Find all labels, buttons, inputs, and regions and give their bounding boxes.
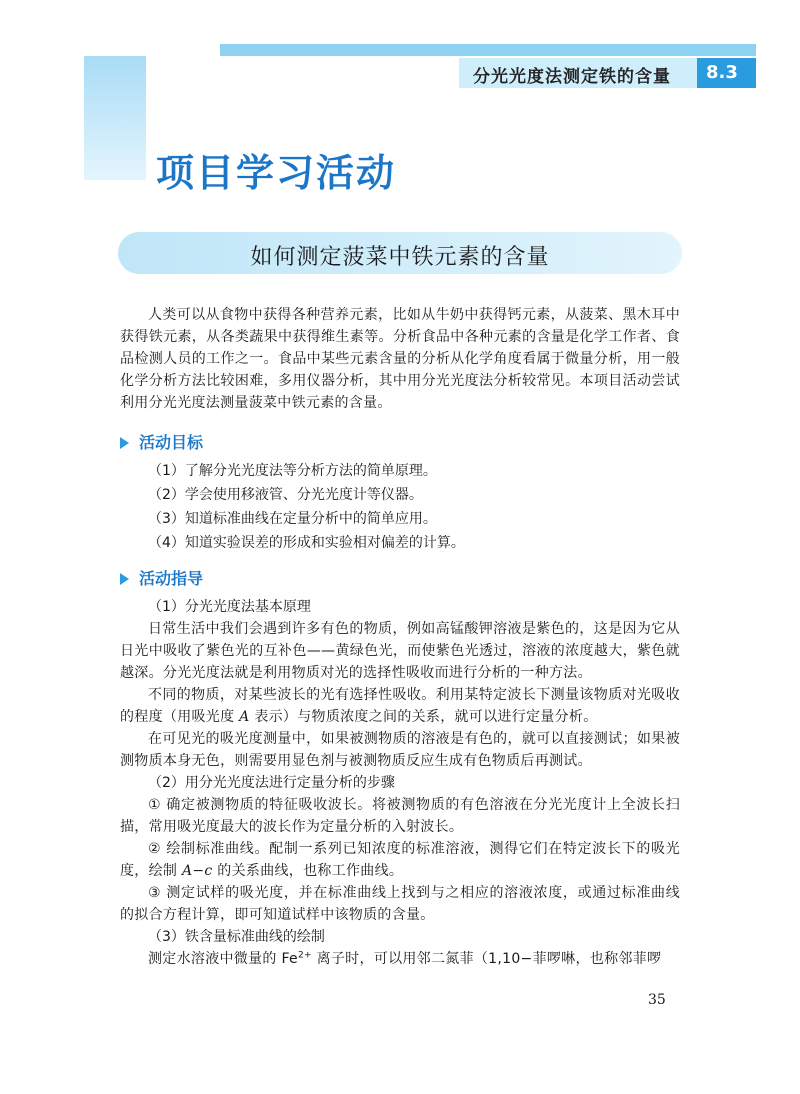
- side-decoration-block: [84, 56, 146, 180]
- section-number: 8.3: [706, 62, 738, 83]
- step-3: ③ 测定试样的吸光度，并在标准曲线上找到与之相应的溶液浓度，或通过标准曲线的拟合方程计算，即可知道试样中该物质的含量。: [120, 885, 680, 923]
- goal-item: （2）学会使用移液管、分光光度计等仪器。: [148, 487, 423, 503]
- p2-text-a: 不同的物质，对某些波长的光有选择性吸收。利用某特定波长下测量该物质对光吸收的程度（用吸光度: [120, 687, 680, 725]
- principle-paragraph-1: 日常生活中我们会遇到许多有色的物质，例如高锰酸钾溶液是紫色的，这是因为它从日光中吸收了紫色光的互补色——黄绿色光，而使紫色光透过，溶液的浓度越大，紫色就越深。分光光度法就是利用物质对光的选择性吸收而进行分析的一种方法。: [120, 621, 680, 681]
- absorbance-symbol: A: [239, 709, 250, 725]
- fe-charge-superscript: 2+: [297, 950, 312, 961]
- triangle-bullet-icon: [120, 573, 129, 585]
- step2-text-b: 的关系曲线，也称工作曲线。: [212, 863, 404, 879]
- step2-text-a: ② 绘制标准曲线。配制一系列已知浓度的标准溶液，测得它们在特定波长下的吸光度，绘制: [120, 841, 680, 879]
- goal-item: （3）知道标准曲线在定量分析中的简单应用。: [148, 511, 437, 527]
- triangle-bullet-icon: [120, 437, 129, 449]
- guide-heading-text: 活动指导: [139, 569, 204, 588]
- principle-paragraph-3: 在可见光的吸光度测量中，如果被测物质的溶液是有色的，就可以直接测试；如果被测物质本身无色，则需要用显色剂与被测物质反应生成有色物质后再测试。: [120, 731, 680, 769]
- guide-subheading-1: （1）分光光度法基本原理: [148, 599, 311, 615]
- p4-text-b: 离子时，可以用邻二氮菲（1,10−菲啰啉，也称邻菲啰: [311, 951, 662, 967]
- activity-title: 如何测定菠菜中铁元素的含量: [250, 245, 550, 270]
- header-title: 分光光度法测定铁的含量: [473, 67, 671, 87]
- step-2: [120, 838, 680, 882]
- goal-item: （4）知道实验误差的形成和实验相对偏差的计算。: [148, 535, 465, 551]
- p2-text-b: 表示）与物质浓度之间的关系，就可以进行定量分析。: [249, 709, 598, 725]
- goal-item: （1）了解分光光度法等分析方法的简单原理。: [148, 463, 437, 479]
- header-top-strip: [220, 44, 756, 56]
- p4-text-a: 测定水溶液中微量的 Fe: [148, 951, 298, 967]
- iron-curve-paragraph: [120, 948, 680, 970]
- step-1: ① 确定被测物质的特征吸收波长。将被测物质的有色溶液在分光光度计上全波长扫描，常用吸光度最大的波长作为定量分析的入射波长。: [120, 797, 680, 835]
- guide-subheading-3: （3）铁含量标准曲线的绘制: [148, 929, 325, 945]
- guide-subheading-2: （2）用分光光度法进行定量分析的步骤: [148, 775, 395, 791]
- goals-heading: [120, 430, 203, 453]
- principle-paragraph-2: [120, 684, 680, 728]
- page-number: 35: [648, 992, 666, 1008]
- a-c-symbol: A−c: [181, 863, 213, 879]
- project-heading: 项目学习活动: [156, 150, 397, 195]
- guide-heading: [120, 566, 203, 589]
- intro-paragraph: 人类可以从食物中获得各种营养元素，比如从牛奶中获得钙元素，从菠菜、黑木耳中获得铁元素，从各类蔬果中获得维生素等。分析食品中各种元素的含量是化学工作者、食品检测人员的工作之一。食品中某些元素含量的分析从化学角度看属于微量分析，用一般化学分析方法比较困难，多用仪器分析，其中用分光光度法分析较常见。本项目活动尝试利用分光光度法测量菠菜中铁元素的含量。: [120, 307, 680, 411]
- goals-heading-text: 活动目标: [139, 433, 204, 452]
